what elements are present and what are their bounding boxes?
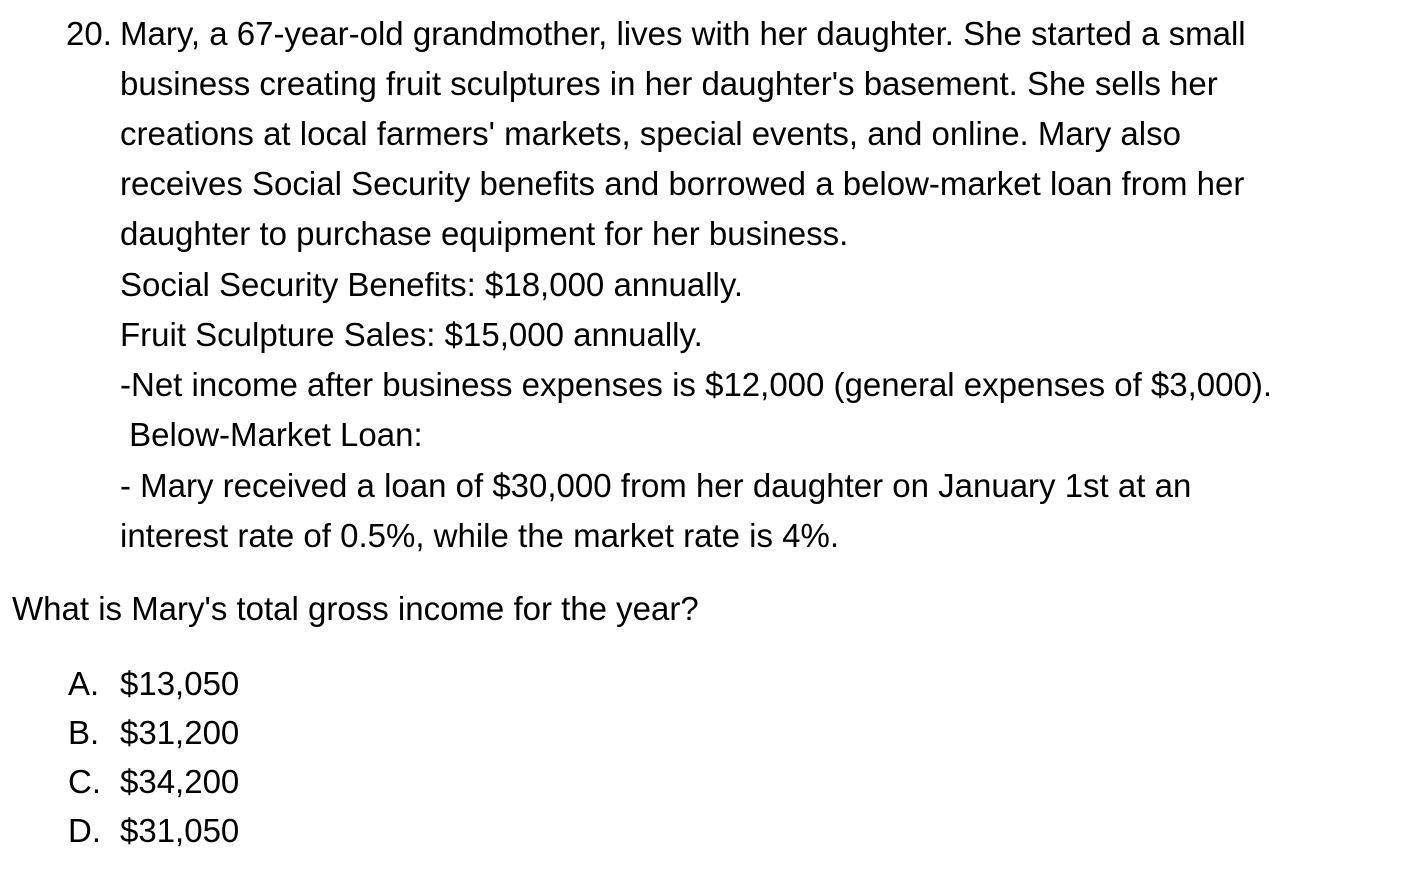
social-security-line: Social Security Benefits: $18,000 annually. bbox=[120, 266, 744, 303]
net-income-line: -Net income after business expenses is $12,000 (general expenses of $3,000). bbox=[120, 366, 1273, 403]
answer-choice-d[interactable] bbox=[68, 811, 239, 851]
question-line: Mary, a 67-year-old grandmother, lives with her daughter. She started a small bbox=[120, 15, 1246, 52]
choice-letter: C. bbox=[68, 763, 101, 800]
choice-letter: B. bbox=[68, 714, 100, 751]
choice-text: $31,050 bbox=[120, 812, 240, 849]
question-line: creations at local farmers' markets, special events, and online. Mary also bbox=[120, 115, 1181, 152]
loan-heading: Below-Market Loan: bbox=[120, 416, 423, 453]
choice-text: $13,050 bbox=[120, 665, 240, 702]
loan-detail-line: interest rate of 0.5%, while the market rate is 4%. bbox=[120, 517, 839, 554]
question-number: 20. bbox=[66, 15, 112, 52]
question-line: receives Social Security benefits and borrowed a below-market loan from her bbox=[120, 165, 1245, 202]
question-line: daughter to purchase equipment for her business. bbox=[120, 215, 849, 252]
choice-text: $31,200 bbox=[120, 714, 240, 751]
question-line: business creating fruit sculptures in her daughter's basement. She sells her bbox=[120, 65, 1218, 102]
choice-text: $34,200 bbox=[120, 763, 240, 800]
choice-letter: A. bbox=[68, 665, 100, 702]
fruit-sales-line: Fruit Sculpture Sales: $15,000 annually. bbox=[120, 316, 703, 353]
loan-detail-line: - Mary received a loan of $30,000 from her daughter on January 1st at an bbox=[120, 467, 1192, 504]
answer-choice-b[interactable] bbox=[68, 713, 239, 753]
question-prompt: What is Mary's total gross income for the year? bbox=[12, 590, 699, 627]
answer-choice-a[interactable] bbox=[68, 664, 239, 704]
choice-letter: D. bbox=[68, 812, 101, 849]
answer-choice-c[interactable] bbox=[68, 762, 239, 802]
